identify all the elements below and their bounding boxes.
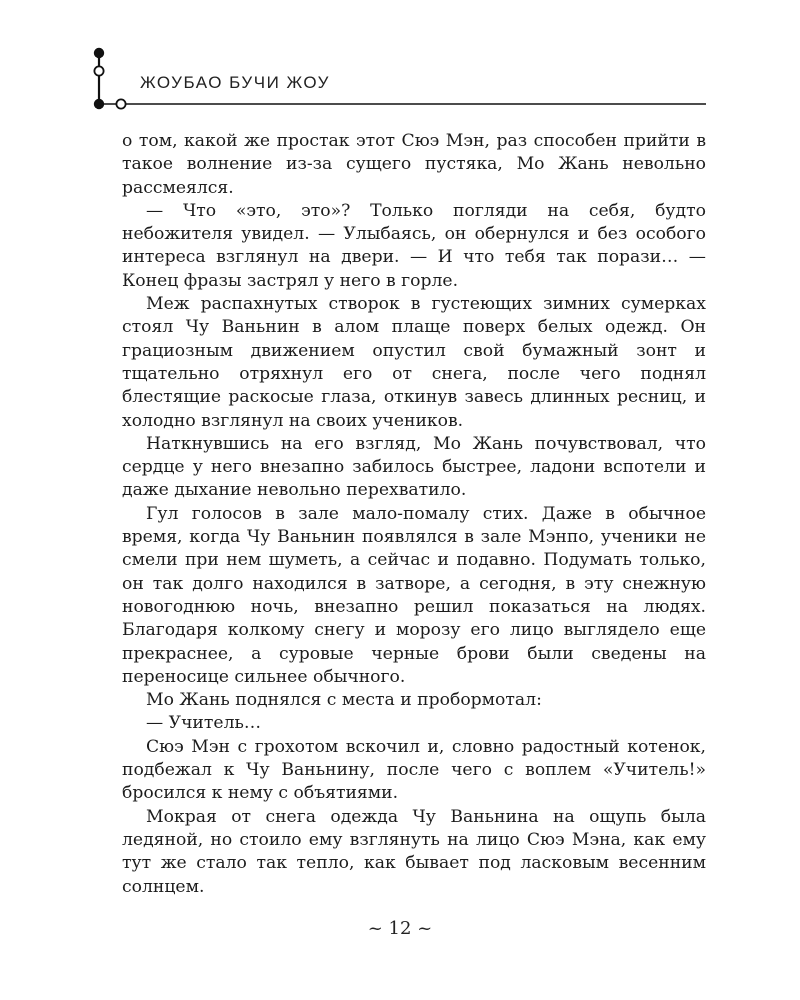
page-number: ~ 12 ~: [367, 918, 433, 939]
paragraph-7: — Учитель…: [146, 713, 262, 734]
ornament-dot-open: [94, 66, 103, 75]
ornament-dot-top-filled: [94, 48, 104, 58]
running-title: ЖОУБАО БУЧИ ЖОУ: [140, 73, 330, 92]
paragraph-9: Мокрая от снега одежда Чу Ваньнина на ощупь была ледяной, но стоило ему взглянуть на лицо Сюэ Мэна, как ему тут же стало так тепло, как бывает под ласковым весенним солнцем.: [122, 806, 706, 897]
paragraph-4: Наткнувшись на его взгляд, Мо Жань почувствовал, что сердце у него внезапно забилось быстрее, ладони вспотели и даже дыхание невольно перехватило.: [122, 433, 706, 501]
paragraph-5: Гул голосов в зале мало‑помалу стих. Даже в обычное время, когда Чу Ваньнин появлялся в зале Мэнпо, ученики не смели при нем шуметь, а сейчас и подавно. Подумать только, он так долго находился в затворе, а сегодня, в эту снежную новогоднюю ночь, внезапно решил показаться на людях. Благодаря колкому снегу и морозу его лицо выглядело еще прекраснее, а суровые черные брови были сведены на переносице сильнее обычного.: [122, 503, 706, 687]
paragraph-2: — Что «это, это»? Только погляди на себя, будто небожителя увидел. — Улыбаясь, он обернулся и без особого интереса взглянул на двери. — И что тебя так порази… — Конец фразы застрял у него в горле.: [122, 200, 706, 291]
body-text: [122, 130, 706, 899]
paragraph-1: о том, какой же простак этот Сюэ Мэн, раз способен прийти в такое волнение из‑за сущего пустяка, Мо Жань невольно рассмеялся.: [122, 131, 706, 198]
header-ornament: [0, 0, 800, 120]
paragraph-6: Мо Жань поднялся с места и пробормотал:: [146, 690, 542, 711]
ornament-dot-open-right: [116, 99, 125, 108]
ornament-dot-filled-corner: [94, 99, 104, 109]
paragraph-3: Меж распахнутых створок в густеющих зимних сумерках стоял Чу Ваньнин в алом плаще поверх белых одежд. Он грациозным движением опустил свой бумажный зонт и тщательно отряхнул его от снега, после чего поднял блестящие раскосые глаза, откинув завесь длинных ресниц, и холодно взглянул на своих учеников.: [122, 294, 706, 431]
page-header: [0, 0, 800, 120]
paragraph-8: Сюэ Мэн с грохотом вскочил и, словно радостный котенок, подбежал к Чу Ваньнину, после чего с воплем «Учитель!» бросился к нему с объятиями.: [122, 736, 706, 804]
